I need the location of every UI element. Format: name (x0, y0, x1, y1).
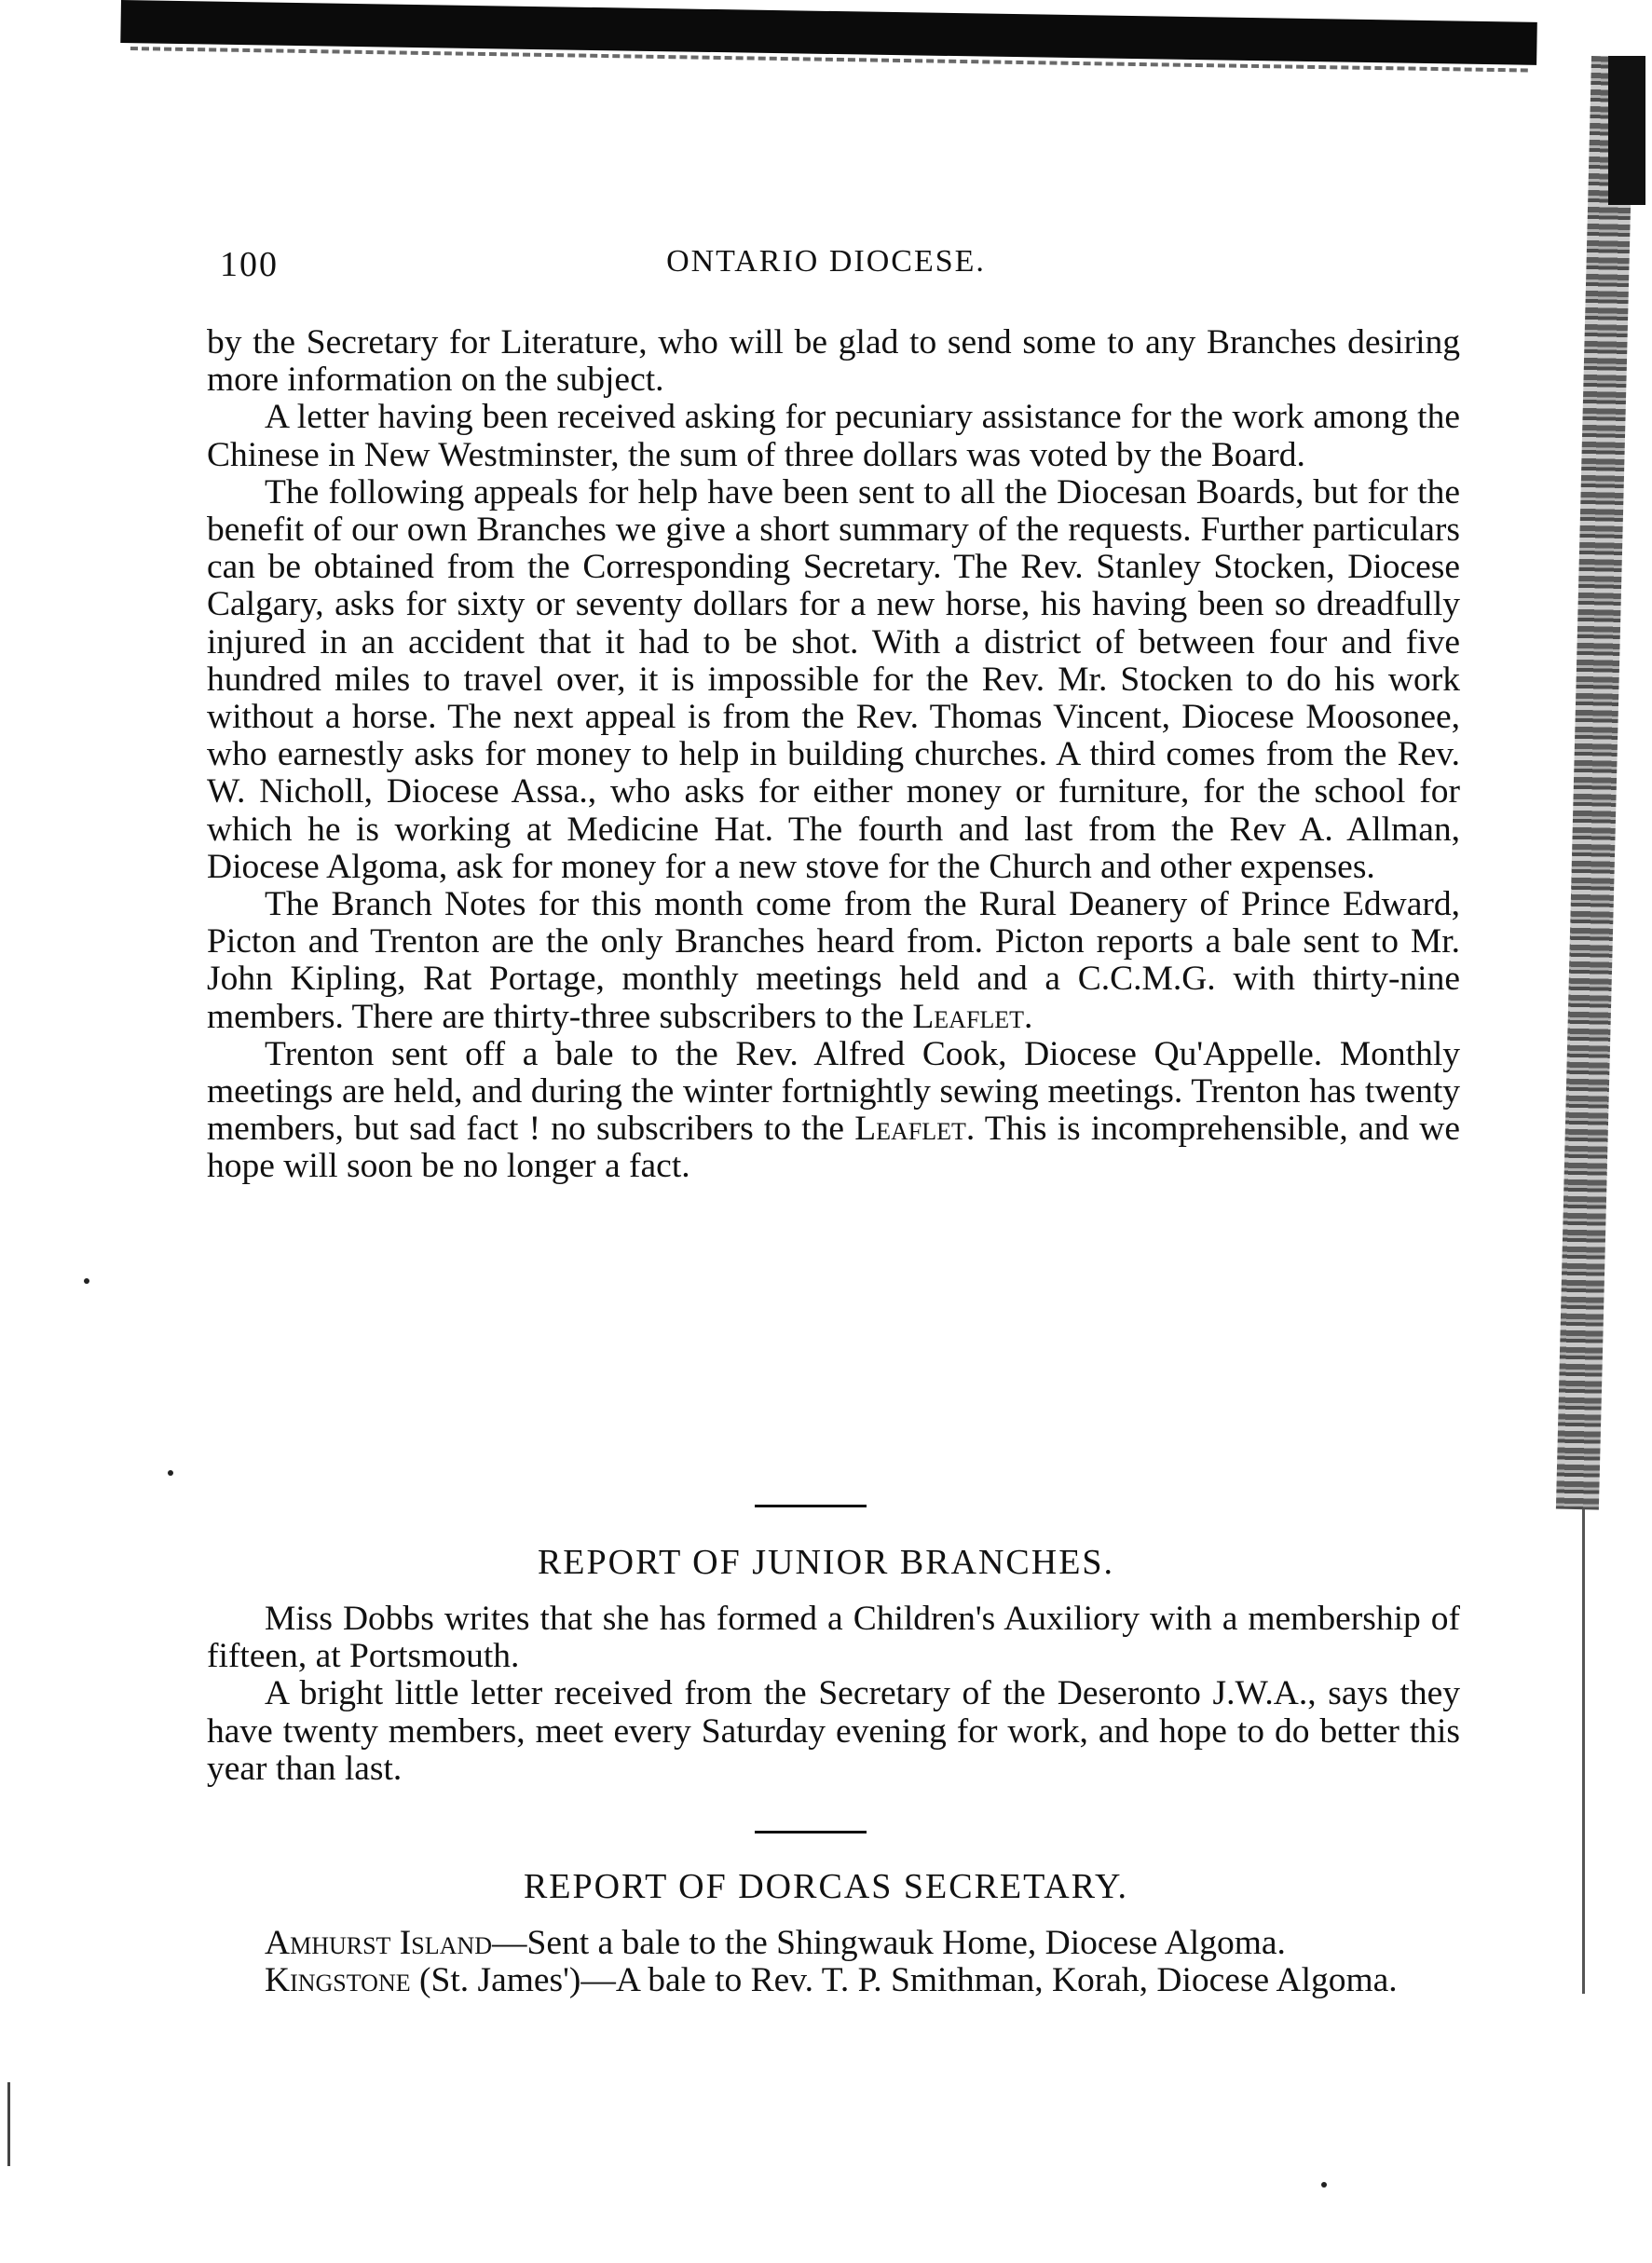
paragraph-portsmouth: Miss Dobbs writes that she has formed a Children's Auxiliory with a membership of fifteen, at Portsmouth. (207, 1600, 1460, 1676)
paragraph-appeals: The following appeals for help have been sent to all the Diocesan Boards, but for the benefit of our own Branches we give a short summary of the requests. Further particulars can be obtained from the Corresponding Secretary. The Rev. Stanley Stocken, Diocese Calgary, asks for sixty or seventy dollars for a new horse, his having been so dreadfully injured in an accident that it had to be shot. With a district of between four and five hundred miles to travel over, it is impossible for the Rev. Mr. Stocken to do his work without a horse. The next appeal is from the Rev. Thomas Vincent, Diocese Moosonee, who earnestly asks for money to help in building churches. A third comes from the Rev. W. Nicholl, Diocese Assa., who asks for either money or furniture, for the school for which he is working at Medicine Hat. The fourth and last from the Rev A. Allman, Diocese Algoma, ask for money for a new stove for the Church and other expenses. (207, 472, 1460, 886)
scan-right-edge-shadow (1608, 56, 1645, 205)
place-name: Amhurst Island (265, 1924, 492, 1962)
dorcas-secretary-heading: REPORT OF DORCAS SECRETARY. (523, 1867, 1129, 1906)
paragraph-deseronto: A bright little letter received from the Secretary of the Deseronto J.W.A., says they have twenty members, meet every Saturday evening for work, and hope to do better this year than last. (207, 1674, 1460, 1788)
place-name: Kingstone (265, 1961, 411, 2000)
running-head: ONTARIO DIOCESE. (666, 244, 986, 279)
leaflet-title: Leaflet (854, 1110, 966, 1149)
dorcas-entry-amhurst: Amhurst Island—Sent a bale to the Shingwauk Home, Diocese Algoma. (265, 1924, 1286, 1962)
scan-left-mark (7, 2082, 10, 2166)
dorcas-entry-kingstone: Kingstone (St. James')—A bale to Rev. T. P. Smithman, Korah, Diocese Algoma. (265, 1961, 1398, 2000)
paragraph-chinese-mission: A letter having been received asking for pecuniary assistance for the work among the Chinese in New Westminster, the sum of three dollars was voted by the Board. (207, 398, 1460, 474)
leaflet-title: Leaflet (912, 997, 1025, 1036)
paragraph-trenton: Trenton sent off a bale to the Rev. Alfred Cook, Diocese Qu'Appelle. Monthly meetings are held, and during the winter fortnightly sewing meetings. Trenton has twenty members, but sad fact ! no subscribers to the Leaflet. This is incomprehensible, and we hope will soon be no longer a fact. (207, 1034, 1461, 1186)
page-number: 100 (220, 245, 279, 284)
dorcas-section (207, 1925, 1460, 1999)
scan-speck (1321, 2182, 1327, 2188)
paragraph-branch-notes: The Branch Notes for this month come from the Rural Deanery of Prince Edward, Picton and Trenton are the only Branches heard from. Picton reports a bale sent to Mr. John Kipling, Rat Portage, monthly meetings held and a C.C.M.G. with thirty-nine members. There are thirty-three subscribers to the Leaflet. (207, 885, 1460, 1036)
scan-speck (84, 1278, 89, 1284)
junior-branches-heading: REPORT OF JUNIOR BRANCHES. (537, 1543, 1115, 1582)
scan-speck (168, 1470, 173, 1476)
intro-section (207, 324, 1460, 1186)
section-divider (755, 1831, 867, 1834)
junior-section (207, 1601, 1460, 1788)
section-divider (755, 1505, 867, 1507)
paragraph-literature: by the Secretary for Literature, who will be glad to send some to any Branches desiring more information on the subject. (207, 323, 1460, 400)
